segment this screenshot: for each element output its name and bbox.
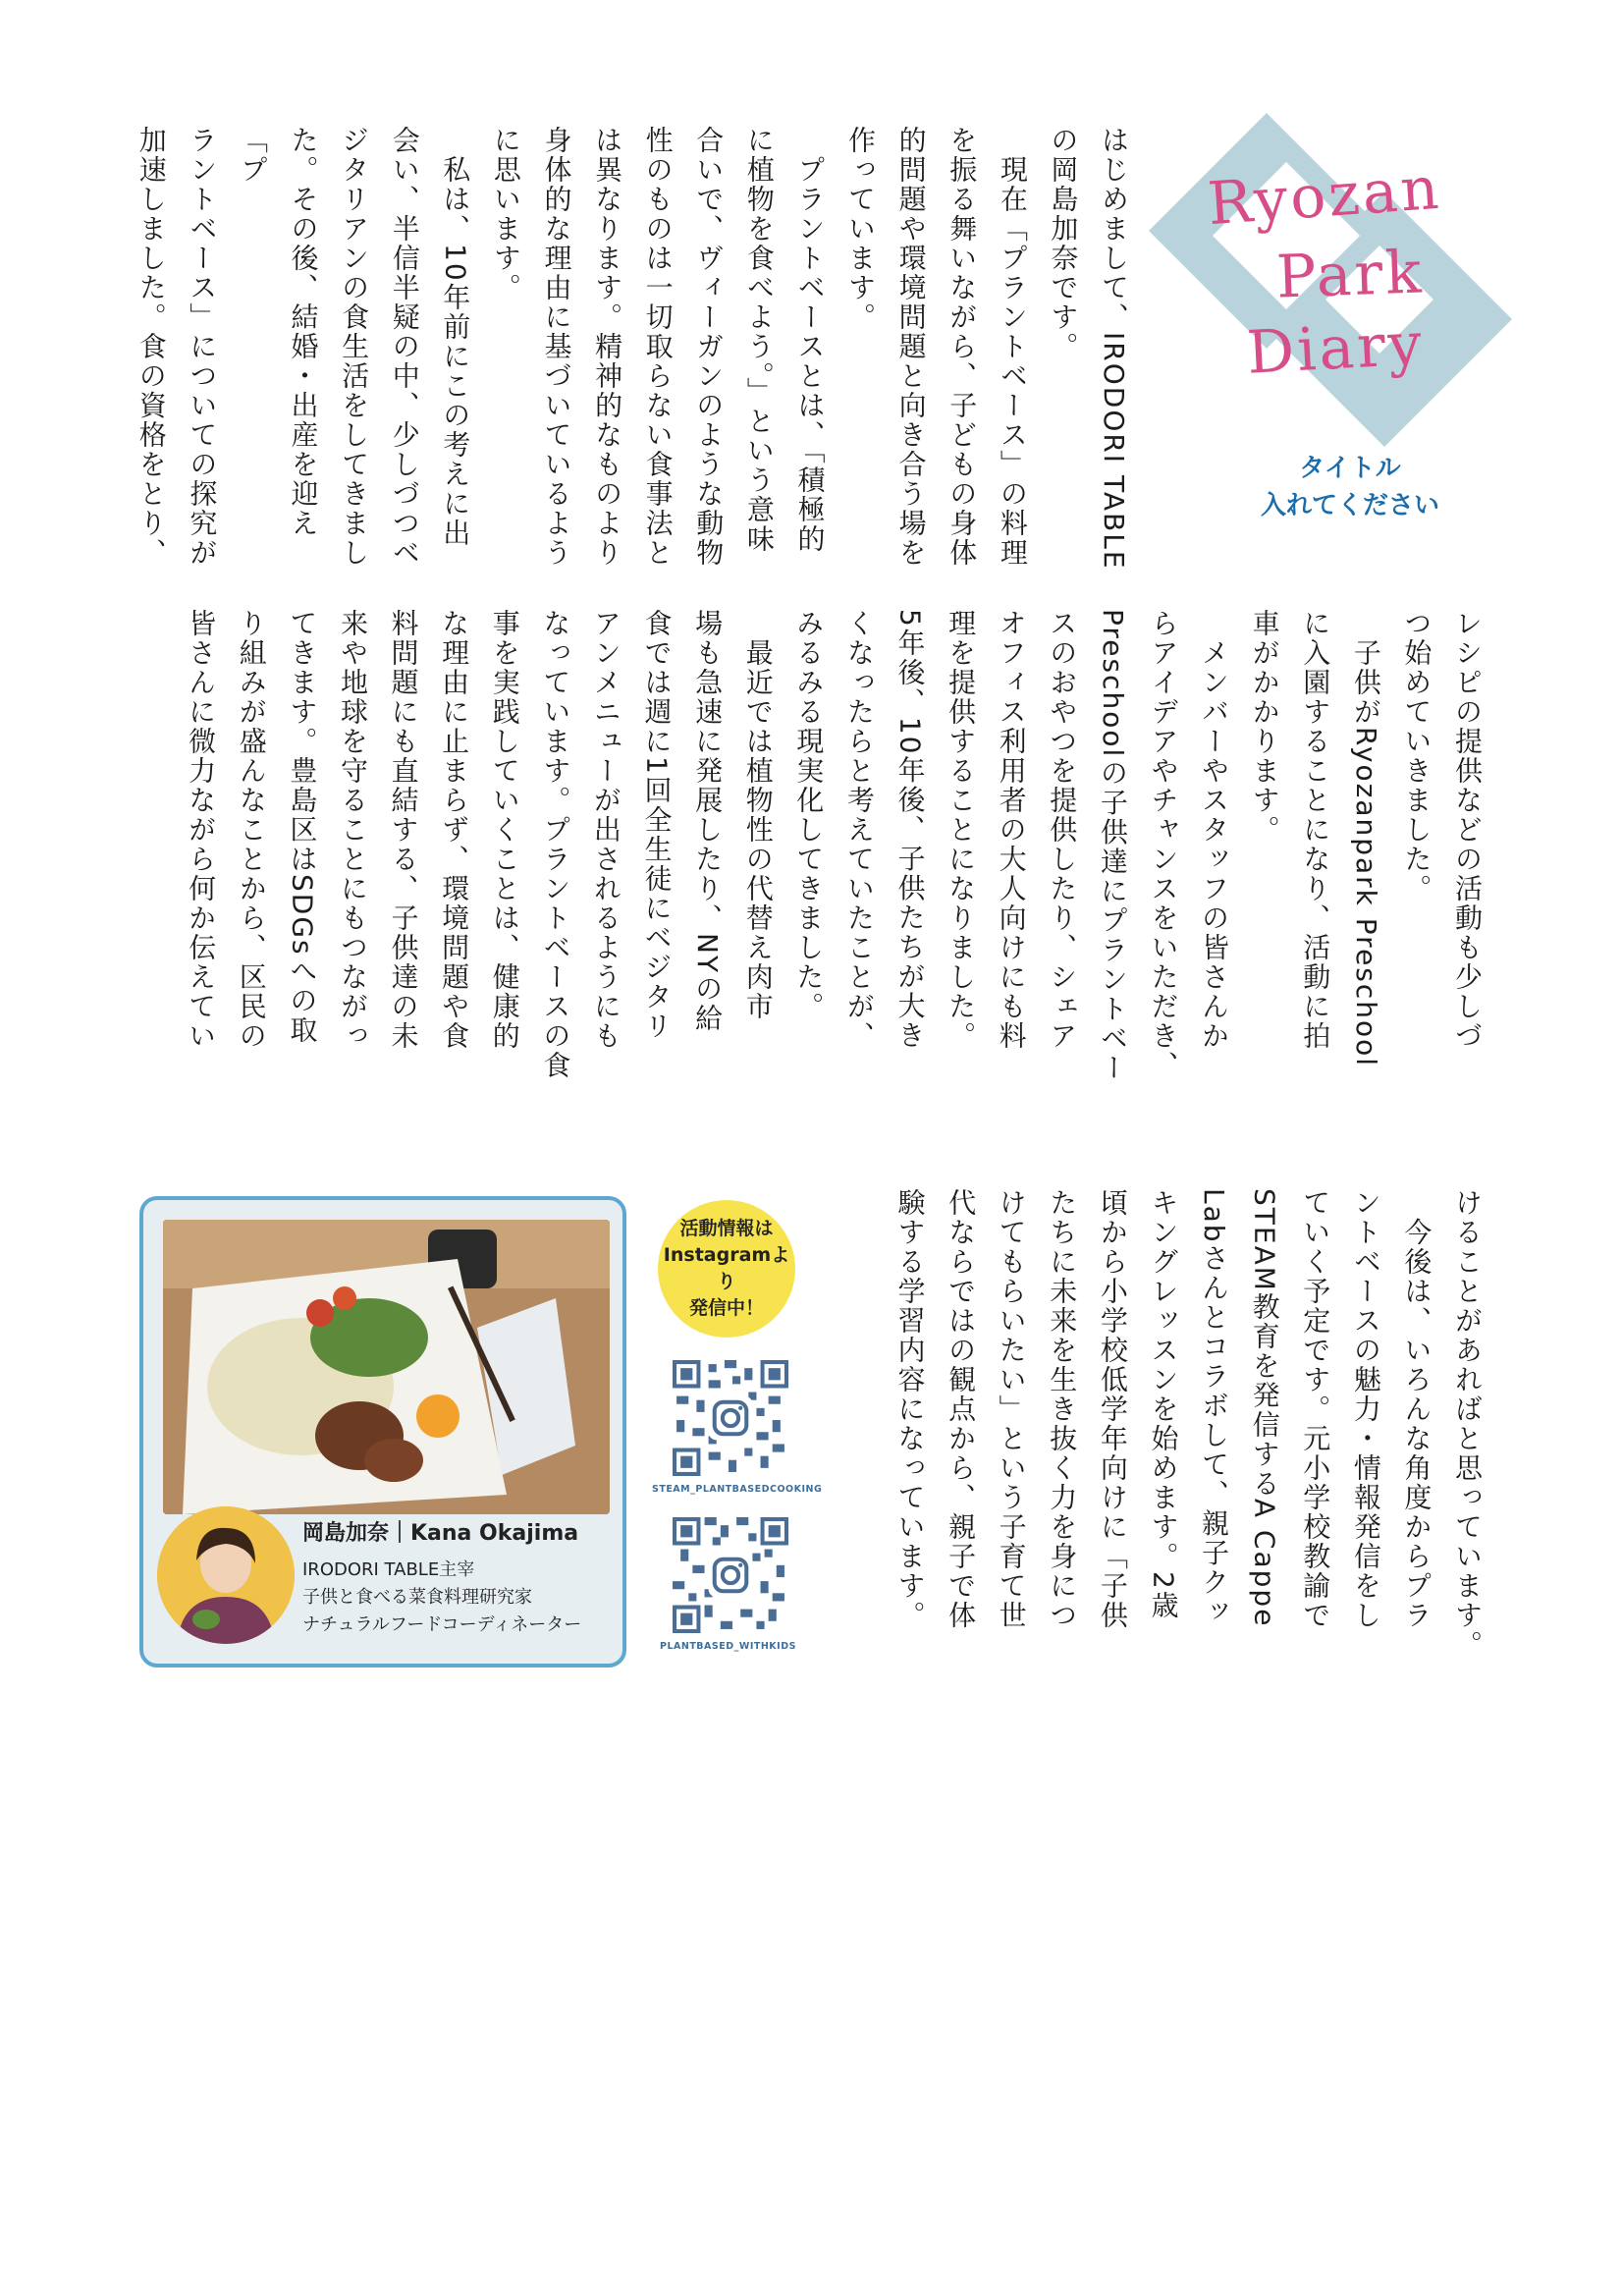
- article-paragraphs-3: けることがあればと思っています。 今後は、いろんな角度からプラ ントベースの魅力・情報発信をし ていく予定です。元小学校教諭で STEAM教育を発信するA Cappe Labさんとコラボして、親子クッ キングレッスンを始めます。2歳 頃から小学校低学年向けに「子供 たちに未来を生き抜く力を身につ けてもらいたい」という子育て世 代ならではの観点から、親子で体 験する学習内容になっています。: [893, 1188, 1484, 1660]
- instagram-info-text: 活動情報は Instagramより 発信中！: [663, 1218, 790, 1319]
- instagram-info-bubble: [658, 1200, 795, 1338]
- author-role-3: ナチュラルフードコーディネーター: [302, 1614, 582, 1635]
- author-avatar: [157, 1506, 295, 1644]
- author-role-2: 子供と食べる菜食料理研究家: [302, 1587, 532, 1608]
- article-title: [1203, 450, 1497, 524]
- qr-code-plantbased-withkids[interactable]: [673, 1517, 788, 1633]
- article-text-block-2: [118, 609, 1492, 1134]
- qr1-label: STEAM_PLANTBASEDCOOKING: [652, 1484, 823, 1495]
- qr-code-steam-plantbased-cooking[interactable]: [673, 1360, 788, 1476]
- logo-word-park: Park: [1274, 238, 1426, 312]
- article-text-block-1: [118, 126, 1139, 587]
- title-line-1: タイトル: [1299, 454, 1401, 483]
- food-plate-photo: [163, 1220, 610, 1514]
- logo-word-diary: Diary: [1245, 309, 1427, 388]
- article-paragraphs-1: はじめまして、IRODORI TABLE の岡島加奈です。 現在「プラントベース」の料理 を振る舞いながら、子どもの身体 的問題や環境問題と向き合う場を 作っています。 プラントベースとは、「積極的 に植物を食べよう。」という意味 合いで、ヴィーガンのような動物 性のものは一切取らない食事法と は異なります。精神的なものより 身体的な理由に基づいているよう に思います。 私は、10年前にこの考えに出 会い、半信半疑の中、少しづつベ ジタリアンの食生活をしてきまし た。その後、結婚・出産を迎え「プ ラントベース」についての探究が 加速しました。食の資格をとり、: [135, 126, 1130, 571]
- qr-code-icon: [673, 1517, 788, 1633]
- author-profile-card: [139, 1196, 626, 1667]
- logo-word-ryozan: Ryozan: [1205, 153, 1444, 240]
- author-name: 岡島加奈｜Kana Okajima: [302, 1521, 579, 1546]
- ryozan-park-diary-logo: [1139, 98, 1571, 462]
- author-role-1: IRODORI TABLE主宰: [302, 1559, 475, 1580]
- article-paragraphs-2: レシピの提供などの活動も少しづ つ始めていきました。 子供がRyozanpark Preschool に入園することになり、活動に拍 車がかかります。 メンバーやスタッフの皆さんか らアイデアやチャンスをいただき、 Preschoolの子供達にプラントベー スのおやつを提供したり、シェア オフィス利用者の大人向けにも料 理を提供することになりました。 5年後、10年後、子供たちが大き くなったらと考えていたことが、 みるみる現実化してきました。 最近では植物性の代替え肉市 場も急速に発展したり、NYの給 食では週に1回全生徒にベジタリ アンメニューが出されるようにも なっています。プラントベースの食 事を実践していくことは、健康的 な理由に止まらず、環境問題や食 料問題にも直結する、子供達の未 来や地球を守ることにもつながっ てきます。豊島区はSDGsへの取 り組みが盛んなことから、区民の 皆さんに微力ながら何か伝えてい: [185, 609, 1484, 1083]
- qr2-label: PLANTBASED_WITHKIDS: [660, 1641, 796, 1652]
- qr-code-icon: [673, 1360, 788, 1476]
- article-text-block-3: [825, 1188, 1492, 1699]
- title-line-2: 入れてください: [1260, 491, 1439, 520]
